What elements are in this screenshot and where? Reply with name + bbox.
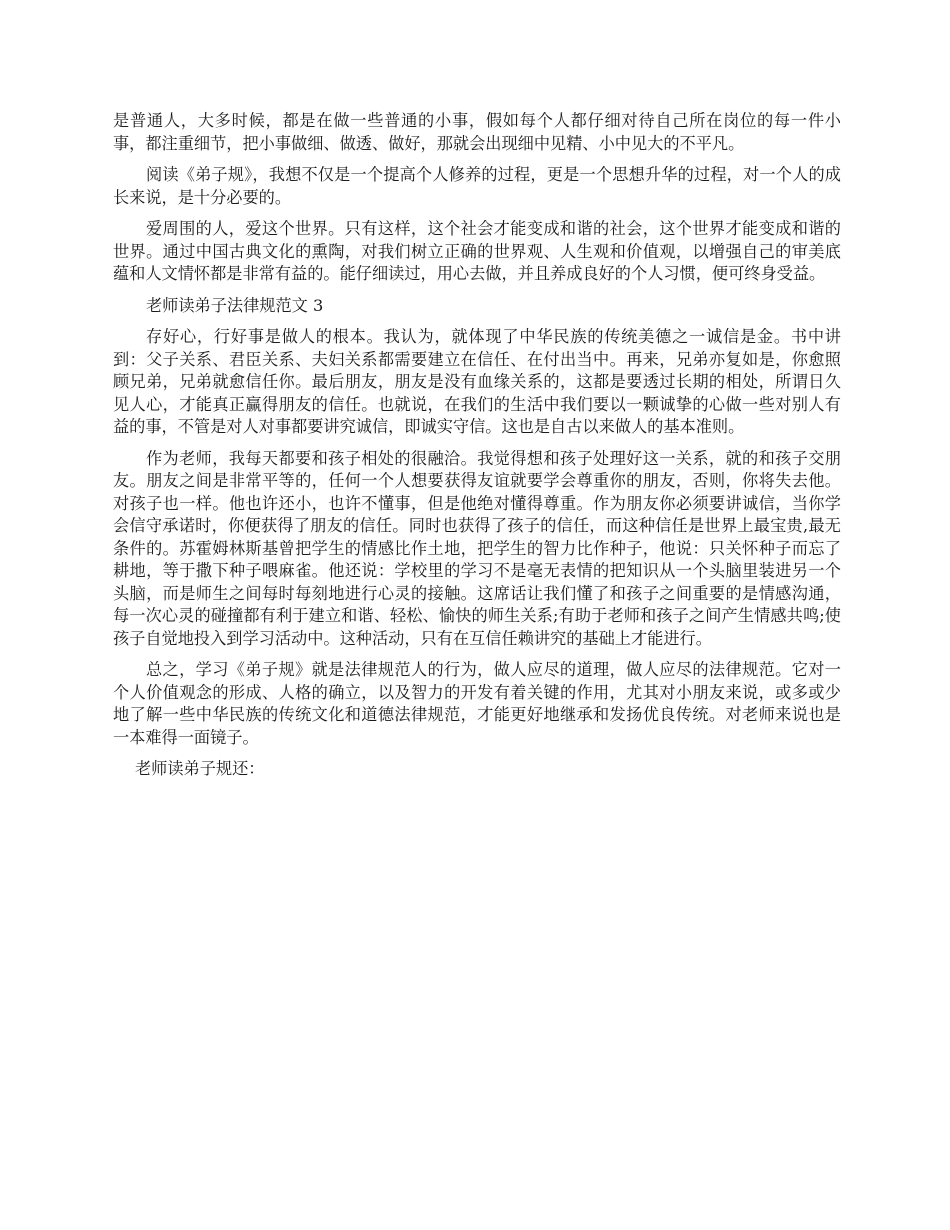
paragraph-teacher-children: 作为老师，我每天都要和孩子相处的很融洽。我觉得想和孩子处理好这一关系，就的和孩子交朋友。朋友之间是非常平等的，任何一个人想要获得友谊就要学会尊重你的朋友，否则，你将失去他。对孩子也一样。他也许还小，也许不懂事，但是他绝对懂得尊重。作为朋友你必须要讲诚信，当你学会信守承诺时，你便获得了朋友的信任。同时也获得了孩子的信任，而这种信任是世界上最宝贵,最无条件的。苏霍姆林斯基曾把学生的情感比作土地，把学生的智力比作种子，他说：只关怀种子而忘了耕地，等于撒下种子喂麻雀。他还说：学校里的学习不是毫无表情的把知识从一个头脑里装进另一个头脑，而是师生之间每时每刻地进行心灵的接触。这席话让我们懂了和孩子之间重要的是情感沟通，每一次心灵的碰撞都有利于建立和谐、轻松、愉快的师生关系;有助于老师和孩子之间产生情感共鸣;使孩子自觉地投入到学习活动中。这种活动，只有在互信任赖讲究的基础上才能进行。 <box>113 448 841 648</box>
paragraph-reading-reflection: 阅读《弟子规》，我想不仅是一个提高个人修养的过程，更是一个思想升华的过程，对一个人的成长来说，是十分必要的。 <box>113 165 841 207</box>
paragraph-love-world: 爱周围的人，爱这个世界。只有这样，这个社会才能变成和谐的社会，这个世界才能变成和谐的世界。通过中国古典文化的熏陶，对我们树立正确的世界观、人生观和价值观，以增强自己的审美底蕴和人文情怀都是非常有益的。能仔细读过，用心去做，并且养成良好的个人习惯，便可终身受益。 <box>113 219 841 283</box>
closing-line: 老师读弟子规还： <box>135 759 265 778</box>
paragraph-conclusion: 总之，学习《弟子规》就是法律规范人的行为，做人应尽的道理，做人应尽的法律规范。它对一个人价值观念的形成、人格的确立，以及智力的开发有着关键的作用，尤其对小朋友来说，或多或少地了解一些中华民族的传统文化和道德法律规范，才能更好地继承和发扬优良传统。对老师来说也是一本难得一面镜子。 <box>113 660 841 747</box>
paragraph-continuation: 是普通人，大多时候，都是在做一些普通的小事，假如每个人都仔细对待自己所在岗位的每一件小事，都注重细节，把小事做细、做透、做好，那就会出现细中见精、小中见大的不平凡。 <box>113 111 841 153</box>
document-body <box>113 110 841 781</box>
paragraph-integrity: 存好心，行好事是做人的根本。我认为，就体现了中华民族的传统美德之一诚信是金。书中讲到：父子关系、君臣关系、夫妇关系都需要建立在信任、在付出当中。再来，兄弟亦复如是，你愈照顾兄弟，兄弟就愈信任你。最后朋友，朋友是没有血缘关系的，这都是要透过长期的相处，所谓日久见人心，才能真正赢得朋友的信任。也就说，在我们的生活中我们要以一颗诚挚的心做一些对别人有益的事，不管是对人对事都要讲究诚信，即诚实守信。这也是自古以来做人的基本准则。 <box>113 327 841 436</box>
section-heading: 老师读弟子法律规范文 3 <box>146 295 324 315</box>
